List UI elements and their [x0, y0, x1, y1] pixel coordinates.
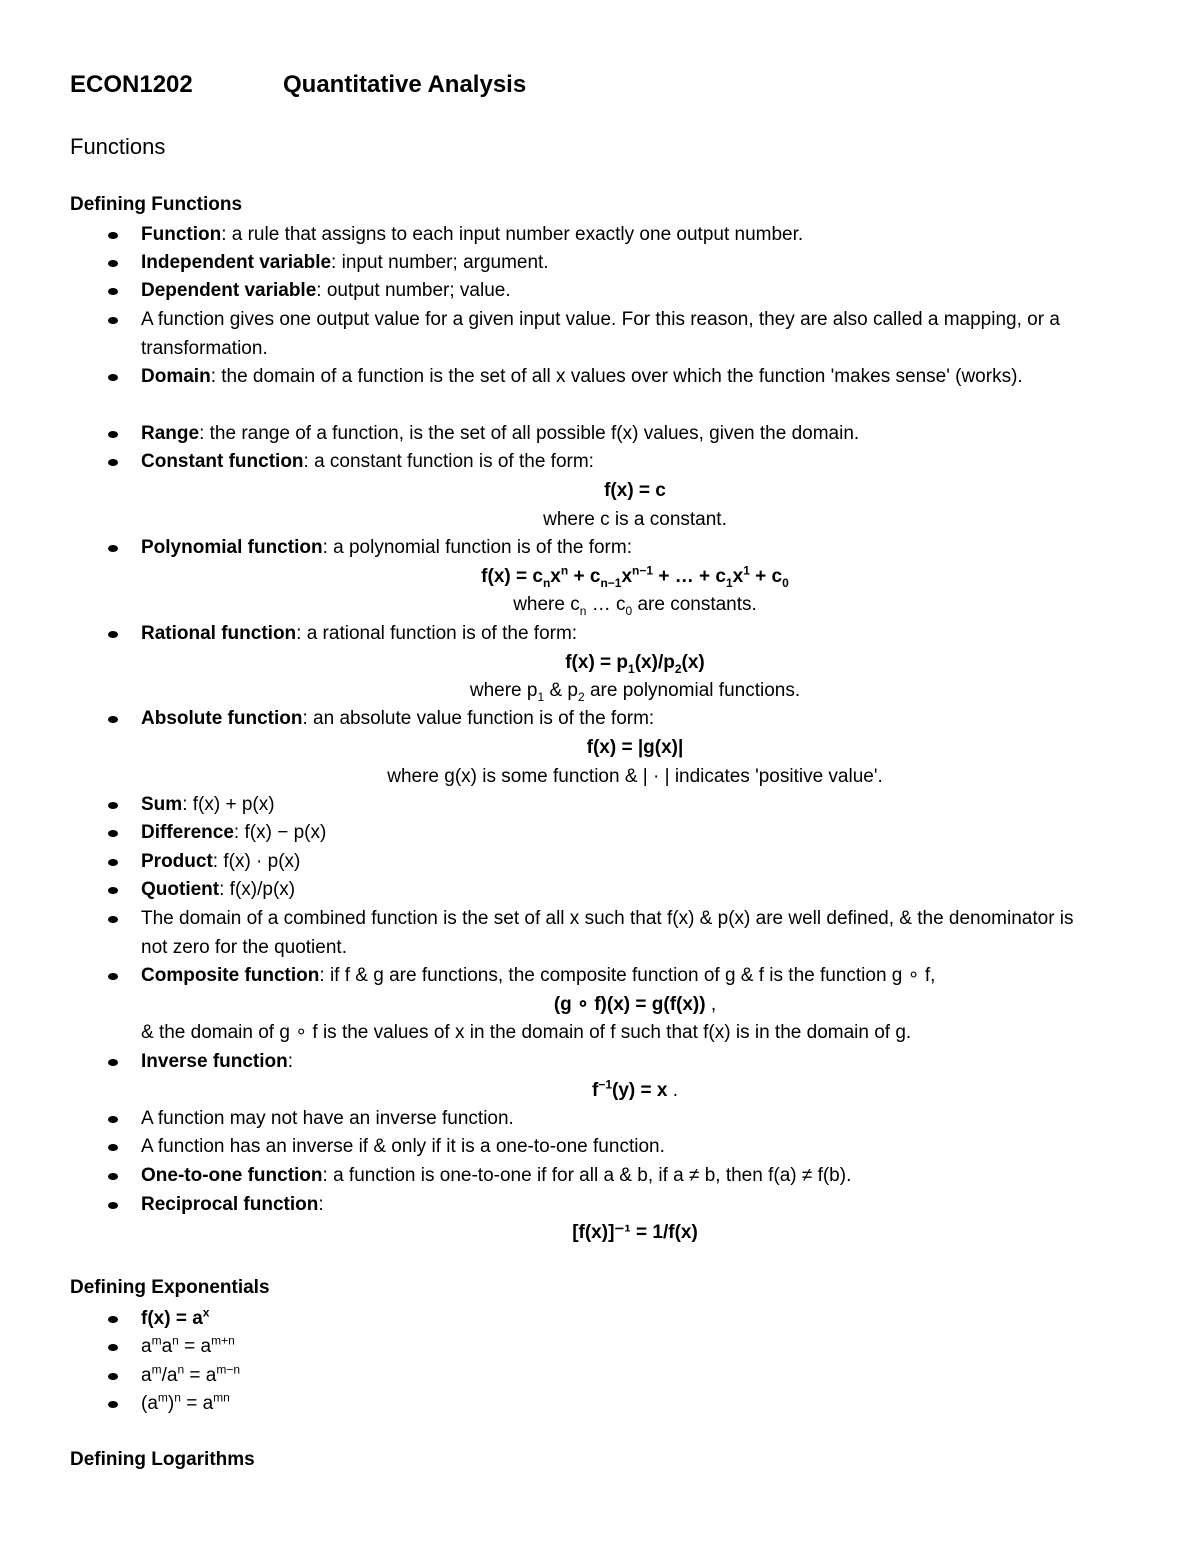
definition: : a polynomial function is of the form:: [322, 537, 632, 558]
bullet-icon: [108, 288, 118, 295]
list-item: [141, 420, 1101, 449]
formula-note-rational: where $p_1$ & $p_2$ are polynomial functions.: [469, 680, 801, 704]
term: Quotient: [141, 879, 220, 900]
definition: The domain of a combined function is the set of all x such that f(x) & p(x) are well defined, & the denominator is not zero for the quotient.: [141, 908, 1074, 958]
list-item: [141, 1191, 1101, 1220]
list-item: [141, 905, 1101, 962]
bullet-icon: [108, 1316, 118, 1323]
formula-composite: [0, 991, 1200, 1019]
bullet-icon: [108, 1059, 118, 1066]
list-item: [141, 277, 1101, 306]
list-item: $a^m/a^n = a^{m-n}$: [141, 1362, 1101, 1391]
term: Rational function: [141, 623, 297, 644]
bullet-icon: [108, 859, 118, 866]
section-heading-logarithms: Defining Logarithms: [70, 1449, 255, 1470]
list-item: $a^ma^n = a^{m+n}$: [141, 1333, 1101, 1362]
definition: : an absolute value function is of the form:: [302, 708, 655, 729]
list-item: [141, 534, 1101, 563]
definition: : a rational function is of the form:: [296, 623, 578, 644]
formula-note-composite: & the domain of g ∘ f is the values of x in the domain of f such that f(x) is in the domain of g.: [141, 1022, 912, 1043]
section-heading-functions: Defining Functions: [70, 194, 243, 215]
term: Dependent variable: [141, 280, 317, 301]
bullet-icon: [108, 1144, 118, 1151]
definition: : output number; value.: [316, 280, 511, 301]
list-item: [141, 1105, 1101, 1134]
list-item: $(a^m)^n = a^{mn}$: [141, 1390, 1101, 1419]
term: Function: [141, 224, 222, 245]
term: Sum: [141, 794, 183, 815]
formula-punctuation: .: [667, 1080, 679, 1101]
bullet-icon: [108, 631, 118, 638]
term: Product: [141, 851, 213, 872]
formula-constant: f(x) = c: [604, 480, 666, 501]
list-item: [141, 221, 1101, 250]
term: Composite function: [141, 965, 320, 986]
definition: : f(x) − p(x): [233, 822, 327, 843]
term: Domain: [141, 366, 211, 387]
list-item: [141, 962, 1101, 991]
term: Polynomial function: [141, 537, 323, 558]
bullet-icon: [108, 260, 118, 267]
formula-note-polynomial: where $c_n$ … $c_0$ are constants.: [513, 594, 757, 618]
bullet-icon: [108, 716, 118, 723]
bullet-icon: [108, 1173, 118, 1180]
bullet-icon: [108, 459, 118, 466]
definition: : input number; argument.: [331, 252, 549, 273]
formula-reciprocal: [f(x)]⁻¹ = 1/f(x): [572, 1222, 698, 1243]
list-item: [141, 1133, 1101, 1162]
definition: : the range of a function, is the set of all possible f(x) values, given the domain.: [199, 423, 860, 444]
bullet-icon: [108, 830, 118, 837]
list-item: [141, 876, 1101, 905]
bullet-icon: [108, 973, 118, 980]
formula-text: (g ∘ f)(x) = g(f(x)): [553, 994, 706, 1015]
definition: : f(x) + p(x): [182, 794, 275, 815]
list-item: [141, 448, 1101, 477]
bullet-icon: [108, 545, 118, 552]
page-title: Functions: [70, 134, 166, 159]
definition: : a constant function is of the form:: [303, 451, 594, 472]
list-item: [141, 1162, 1101, 1191]
definition: A function gives one output value for a given input value. For this reason, they are also called a mapping, or a transformation.: [141, 309, 1060, 359]
formula-polynomial: $f(x) = c_nx^n + c_{n-1}x^{n-1}$ + … + $c_1x^1 + c_0$: [481, 563, 789, 590]
list-item: $f(x) = a^x$: [141, 1305, 1101, 1334]
formula-punctuation: ,: [705, 994, 717, 1015]
bullet-icon: [108, 232, 118, 239]
bullet-icon: [108, 374, 118, 381]
page-header: [70, 71, 526, 99]
definition: A function has an inverse if & only if it is a one-to-one function.: [141, 1136, 665, 1157]
list-item: [141, 848, 1101, 877]
definition: :: [287, 1051, 294, 1072]
definition: : f(x) · p(x): [212, 851, 301, 872]
term: Absolute function: [141, 708, 303, 729]
formula-inverse: $f^{-1}(y) = x$ .: [591, 1077, 679, 1101]
definition: : a function is one-to-one if for all a & b, if a ≠ b, then f(a) ≠ f(b).: [322, 1165, 852, 1186]
definition: : the domain of a function is the set of all x values over which the function 'makes sense' (works).: [210, 366, 1023, 387]
list-item: [141, 620, 1101, 649]
definition: :: [318, 1194, 324, 1215]
bullet-icon: [108, 887, 118, 894]
formula-note-absolute: where g(x) is some function & | · | indicates 'positive value'.: [387, 766, 883, 787]
list-item: [141, 306, 1101, 363]
list-item: [141, 1048, 1101, 1077]
bullet-icon: [108, 916, 118, 923]
course-subject: Quantitative Analysis: [283, 71, 527, 98]
term: One-to-one function: [141, 1165, 323, 1186]
formula-rational: $f(x) = p_1(x)/p_2(x)$: [565, 652, 705, 676]
bullet-icon: [108, 1202, 118, 1209]
definition: : a rule that assigns to each input number exactly one output number.: [221, 224, 804, 245]
term: Difference: [141, 822, 234, 843]
term: Inverse function: [141, 1051, 288, 1072]
term: Range: [141, 423, 200, 444]
term: Independent variable: [141, 252, 332, 273]
bullet-icon: [108, 1116, 118, 1123]
list-item: [141, 363, 1101, 392]
definition: A function may not have an inverse function.: [141, 1108, 514, 1129]
list-item: [141, 819, 1101, 848]
term: Reciprocal function: [141, 1194, 319, 1215]
definition: : if f & g are functions, the composite function of g & f is the function g ∘ f,: [319, 965, 936, 986]
bullet-icon: [108, 1373, 118, 1380]
bullet-icon: [108, 431, 118, 438]
list-item: [141, 249, 1101, 278]
bullet-icon: [108, 1401, 118, 1408]
bullet-icon: [108, 317, 118, 324]
term: Constant function: [141, 451, 304, 472]
bullet-icon: [108, 1344, 118, 1351]
formula-absolute: f(x) = |g(x)|: [586, 737, 684, 758]
list-item: [141, 791, 1101, 820]
definition: : f(x)/p(x): [219, 879, 296, 900]
formula-note-constant: where c is a constant.: [543, 509, 727, 530]
bullet-icon: [108, 802, 118, 809]
section-heading-exponentials: Defining Exponentials: [70, 1277, 270, 1298]
course-code: ECON1202: [70, 71, 193, 98]
list-item: [141, 705, 1101, 734]
